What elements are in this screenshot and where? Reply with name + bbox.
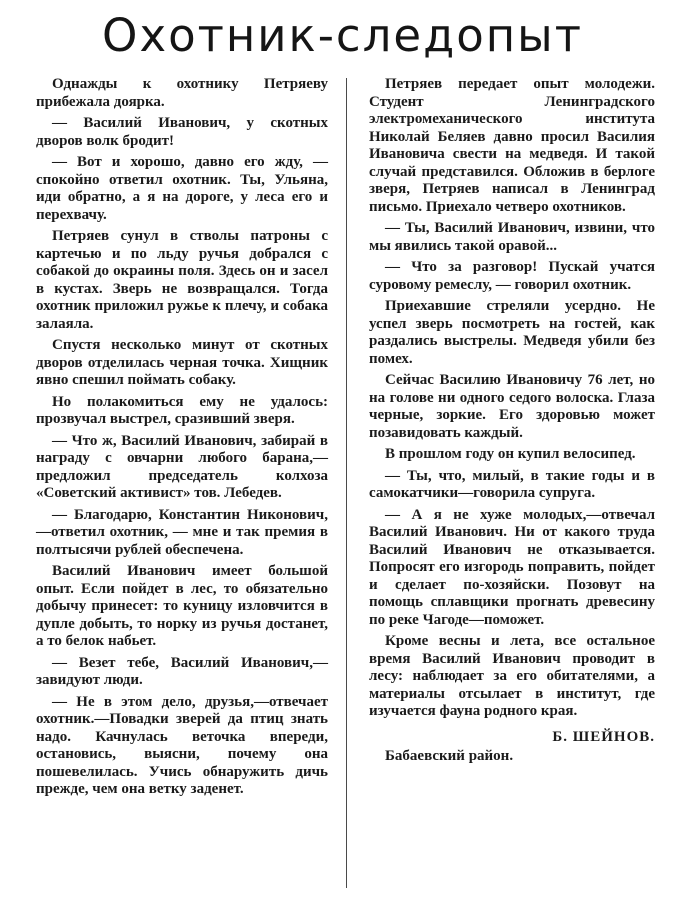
paragraph: — Ты, Василий Иванович, извини, что мы явились такой оравой... <box>369 220 655 254</box>
author-region: Бабаевский район. <box>385 748 514 764</box>
paragraph: Но полакомиться ему не удалось: прозвучал выстрел, сразивший зверя. <box>36 393 328 427</box>
paragraph: — Ты, что, милый, в такие годы и в самокатчики—говорила супруга. <box>369 467 655 501</box>
left-column <box>36 76 328 803</box>
right-column <box>369 76 655 766</box>
paragraph: — А я не хуже молодых,—отвечал Василий Иванович. Ни от какого труда Василий Иванович не отказывается. Попросят его изгородь поправить, пойдет и сделает по-хозяйски. Позовут на помощь сплавщики прогнать древесину по реке Чагоде—поможет. <box>369 506 655 628</box>
paragraph: Приехавшие стреляли усердно. Не успел зверь посмотреть на гостей, как раздались выстрелы. Медведя убили без помех. <box>369 298 655 367</box>
paragraph: Кроме весны и лета, все остальное время Василий Иванович проводит в лесу: наблюдает за его обитателями, а материалы отсылает в институт, где изучается фауна родного края. <box>369 633 655 719</box>
paragraph: — Что ж, Василий Иванович, забирай в награду с овчарни любого барана,—предложил председатель колхоза «Советский активист» тов. Лебедев. <box>36 432 328 501</box>
article-title: Охотник-следопыт <box>102 9 583 62</box>
paragraph: В прошлом году он купил велосипед. <box>385 446 636 462</box>
author-signature: Б. ШЕЙНОВ. <box>552 728 655 745</box>
column-divider <box>346 78 347 888</box>
paragraph: — Василий Иванович, у скотных дворов волк бродит! <box>36 115 328 149</box>
paragraph: — Вот и хорошо, давно его жду, —спокойно ответил охотник. Ты, Ульяна, иди обратно, а я на дороге, у леса его и перехвачу. <box>36 154 328 223</box>
paragraph: Однажды к охотнику Петряеву прибежала доярка. <box>36 76 328 110</box>
paragraph: Сейчас Василию Ивановичу 76 лет, но на голове ни одного седого волоска. Глаза черные, зоркие. Его здоровью может позавидовать каждый. <box>369 372 655 441</box>
paragraph: Василий Иванович имеет большой опыт. Если пойдет в лес, то обязательно добычу принесет: то куницу изловчится в дупле добыть, то норку из ручья достанет, а то белок набьет. <box>36 563 328 649</box>
paragraph: — Везет тебе, Василий Иванович,—завидуют люди. <box>36 654 328 688</box>
paragraph: Спустя несколько минут от скотных дворов отделилась черная точка. Хищник явно спешил поймать собаку. <box>36 337 328 388</box>
paragraph: Петряев сунул в стволы патроны с картечью и по льду ручья добрался с собакой до окраины поля. Здесь он и засел в кустах. Зверь не возвращался. Тогда охотник приложил ружье к плечу, и собака залаяла. <box>36 228 328 332</box>
paragraph: — Не в этом дело, друзья,—отвечает охотник.—Повадки зверей да птиц знать надо. Качнулась веточка впереди, остановись, выясни, почему она пошевелилась. Учись обнаружить дичь прежде, чем она ветку заденет. <box>36 693 328 797</box>
paragraph: Петряев передает опыт молодежи. Студент Ленинградского электромеханического института Николай Беляев давно просил Василия Ивановича свести на медведя. И такой случай представился. Обложив в берлоге зверя, Петряев написал в Ленинград письмо. Приехало четверо охотников. <box>369 76 655 215</box>
paragraph: — Что за разговор! Пускай учатся суровому ремеслу, — говорил охотник. <box>369 259 655 293</box>
paragraph: — Благодарю, Константин Никонович,—ответил охотник, — мне и так премия в полтысячи рублей обеспечена. <box>36 506 328 558</box>
